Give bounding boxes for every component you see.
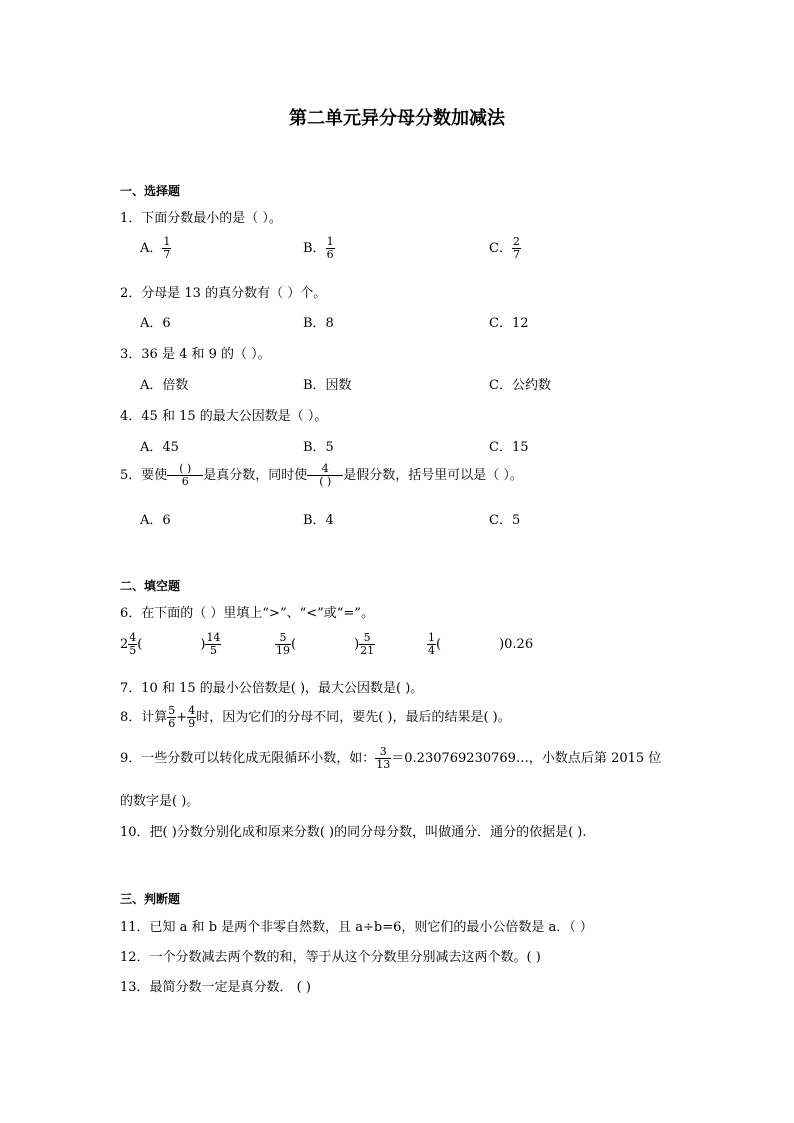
section-heading-fill: 二、填空题	[120, 579, 181, 593]
question-13: 13．最简分数一定是真分数． ( )	[120, 980, 311, 995]
q4-option-b: B．5	[303, 440, 334, 455]
q6-compare-3: $\frac{1}{4}$ ( )0.26	[428, 631, 534, 657]
q4-option-a: A．45	[140, 440, 179, 455]
question-6: 6．在下面的（ ）里填上“>”、“<”或“=”。	[120, 606, 374, 621]
q1-option-c: C． $\frac{2}{7}$	[489, 235, 520, 261]
q3-option-b: B．因数	[303, 378, 352, 393]
question-11: 11．已知 a 和 b 是两个非零自然数，且 a÷b=6，则它们的最小公倍数是 a．（ ）	[120, 920, 593, 935]
q4-option-c: C．15	[489, 440, 529, 455]
q3-option-c: C．公约数	[489, 378, 551, 393]
q5-option-c: C．5	[489, 513, 521, 528]
question-4: 4．45 和 15 的最大公因数是（ ）。	[120, 409, 328, 424]
question-9-line-2: 的数字是( )。	[120, 794, 200, 809]
q2-option-a: A．6	[140, 316, 171, 331]
q3-option-a: A．倍数	[140, 378, 189, 393]
q5-option-a: A．6	[140, 513, 171, 528]
section-heading-choice: 一、选择题	[120, 184, 181, 198]
q1-option-b: B． $\frac{1}{6}$	[303, 235, 334, 261]
question-10: 10．把( )分数分别化成和原来分数( )的同分母分数，叫做通分．通分的依据是( ).	[120, 825, 587, 840]
question-9: 9．一些分数可以转化成无限循环小数，如： $\frac{3}{13}$ ＝0.230769230769…，小数点后第 2015 位	[120, 745, 662, 771]
question-1: 1．下面分数最小的是（ ）。	[120, 211, 282, 226]
q6-compare-2: $\frac{5}{19}$ ( ) $\frac{5}{21}$	[276, 631, 375, 657]
question-5: 5．要使 $\frac{( )}{6}$ 是真分数，同时使 $\frac{4}{( )}$ 是假分数，括号里可以是（ ）。	[120, 462, 523, 488]
question-7: 7．10 和 15 的最小公倍数是( )，最大公因数是( )。	[120, 681, 424, 696]
question-3: 3．36 是 4 和 9 的（ ）。	[120, 347, 271, 362]
question-12: 12．一个分数减去两个数的和，等于从这个分数里分别减去这两个数。( )	[120, 950, 541, 965]
q2-option-b: B．8	[303, 316, 334, 331]
section-heading-judge: 三、判断题	[120, 892, 181, 906]
question-8: 8．计算 $\frac{5}{6}$ + $\frac{4}{9}$ 时，因为它们的分母不同，要先( )，最后的结果是( )。	[120, 704, 511, 730]
question-2: 2．分母是 13 的真分数有（ ）个。	[120, 286, 327, 301]
q6-compare-1: 2 $\frac{4}{5}$ ( ) $\frac{14}{5}$	[120, 631, 221, 657]
q1-option-a: A． $\frac{1}{7}$	[140, 235, 171, 261]
page-title: 第二单元异分母分数加减法	[289, 108, 505, 129]
q2-option-c: C．12	[489, 316, 529, 331]
q5-option-b: B．4	[303, 513, 334, 528]
